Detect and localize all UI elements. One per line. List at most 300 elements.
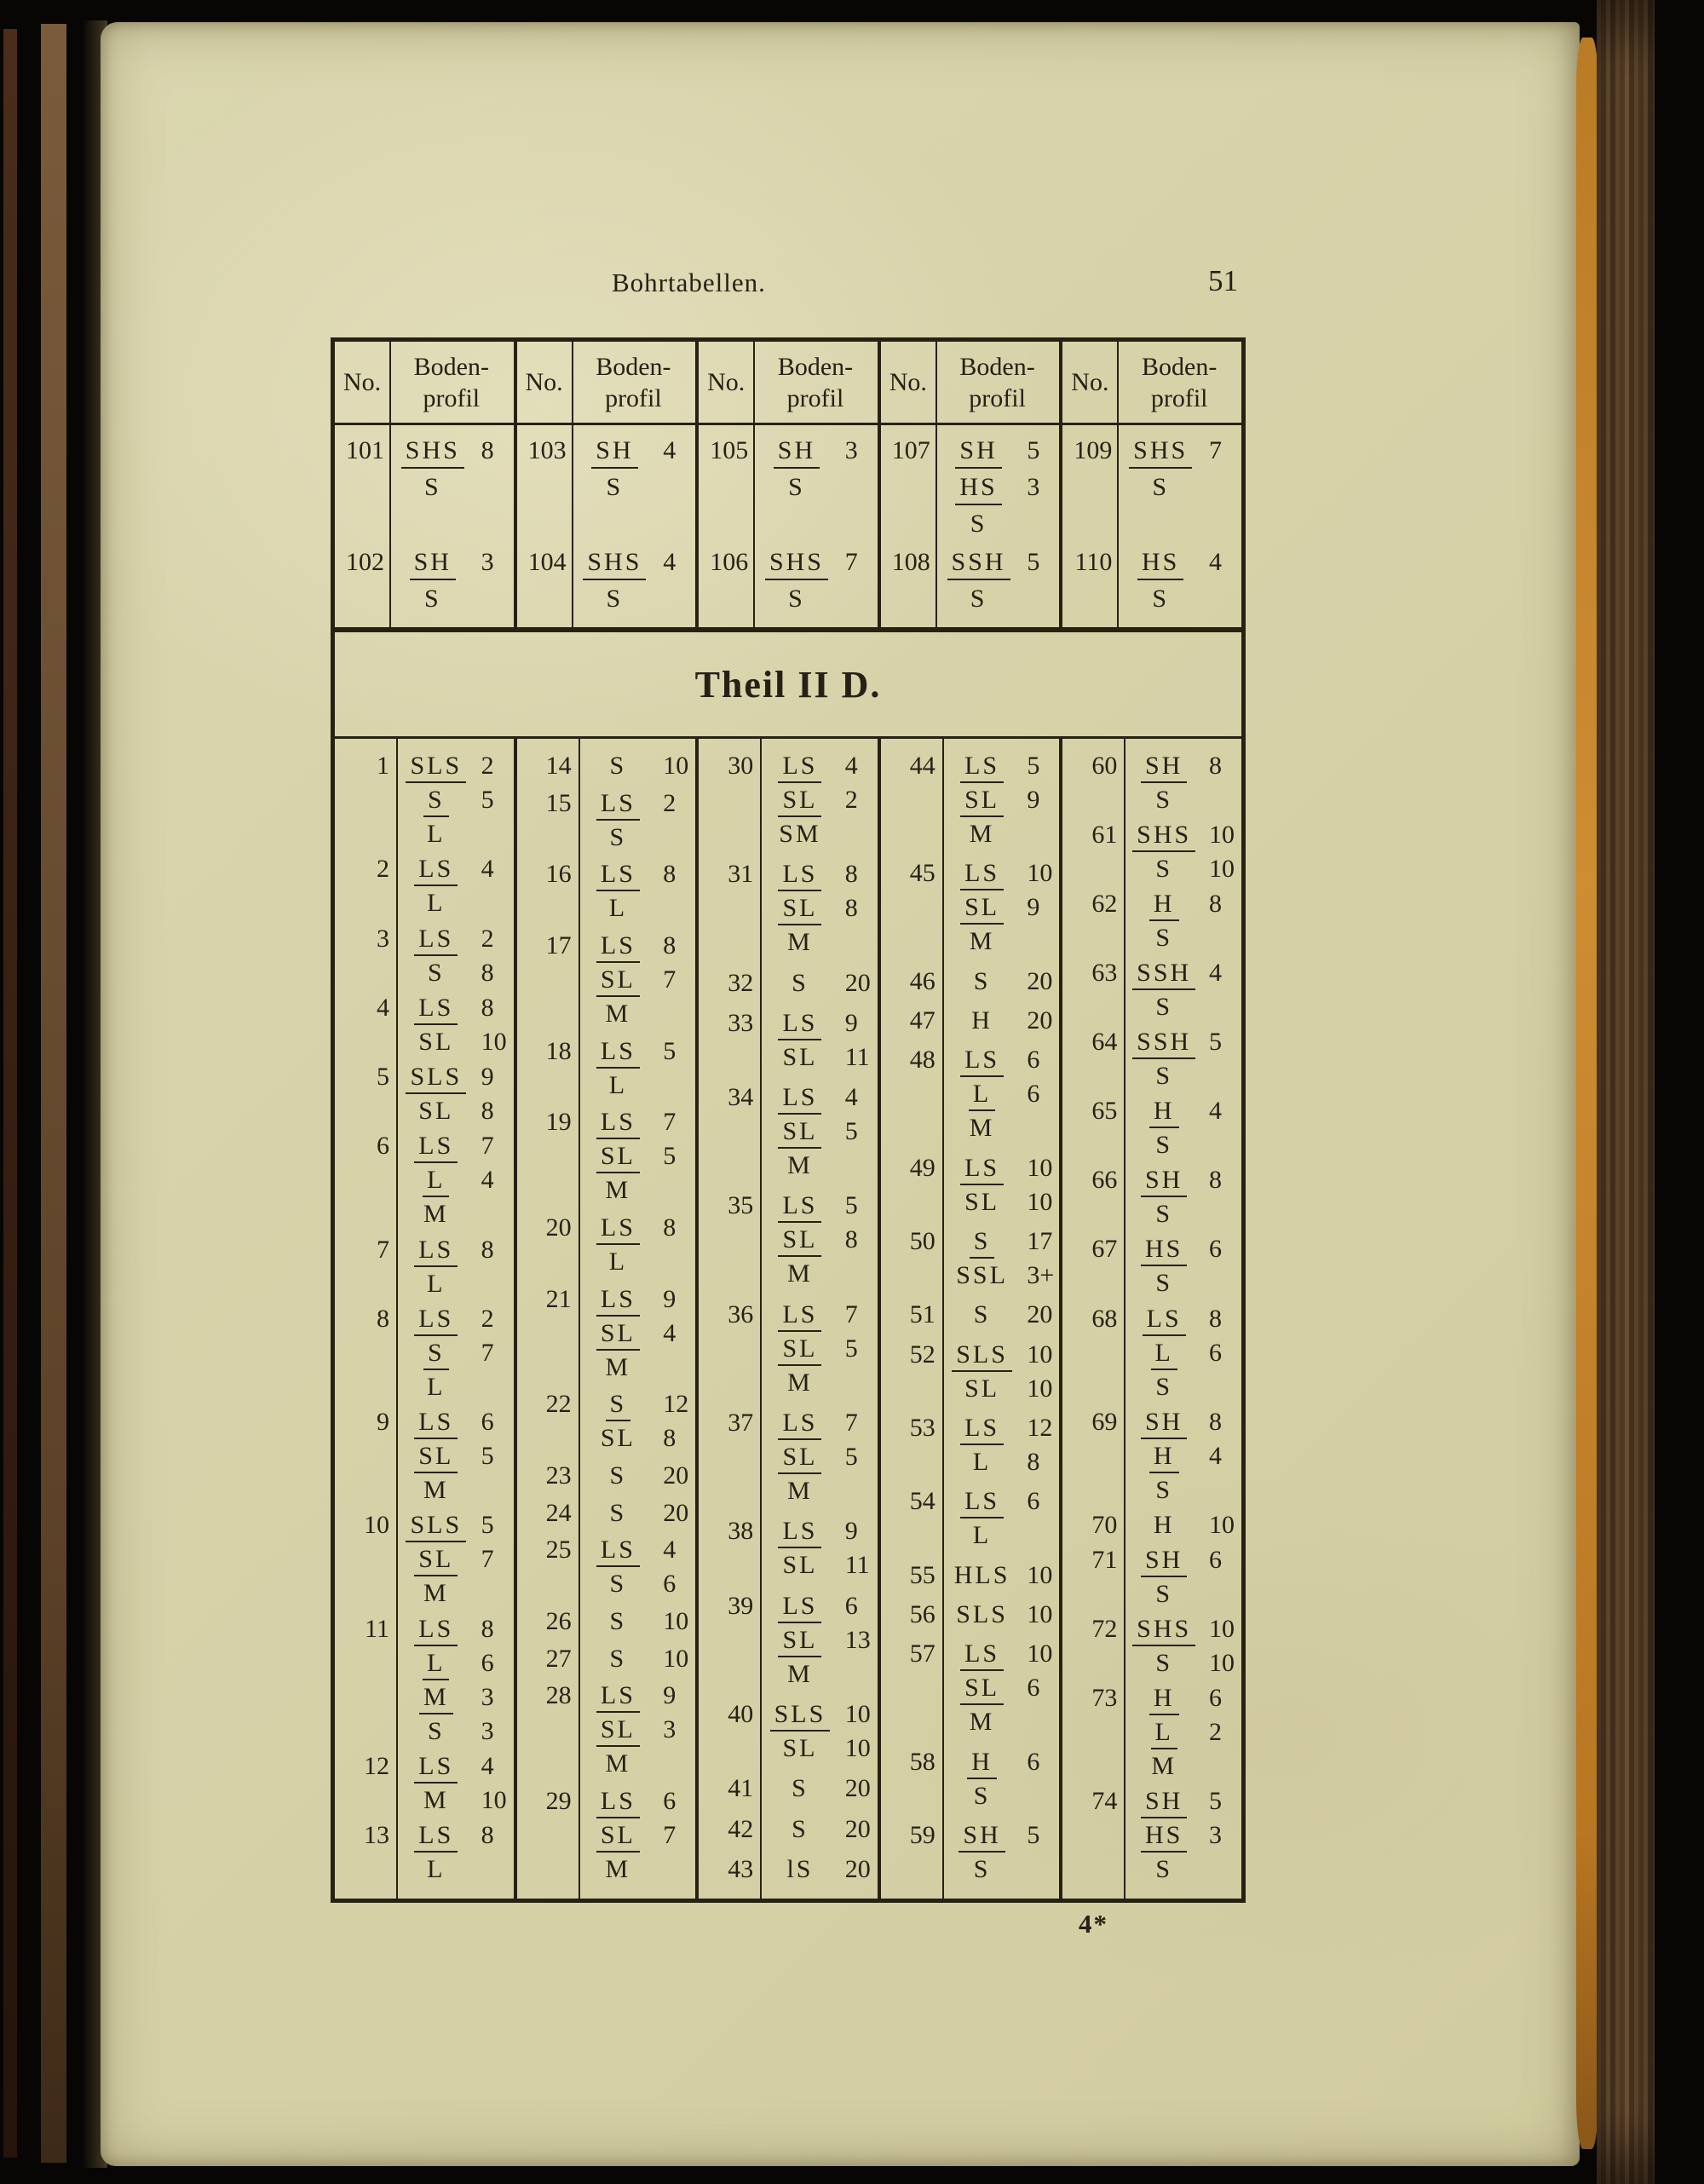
profile-layer: LS [778,857,821,891]
soil-profile-fraction [942,965,1060,999]
profile-layer: L [608,894,628,923]
soil-profile-fraction [760,857,878,959]
profile-layer: LS [414,1749,458,1784]
profile-depth [476,1267,481,1301]
column-pair-body [699,425,881,627]
no-profile-divider [572,342,573,423]
soil-profile-fraction [579,749,696,783]
profile-depth: 10 [1027,1153,1053,1182]
table-entry [881,1225,1060,1293]
profile-layer: M [787,928,813,957]
profile-layer: LS [414,1818,458,1853]
profile-depth: 8 [663,1213,676,1242]
soil-profile-fraction [572,432,696,505]
profile-layer: L [608,1070,628,1099]
profile-layer: S [792,1774,809,1803]
entry-number: 8 [377,1304,389,1333]
section-heading-band [335,632,1241,739]
table-entry [335,1818,514,1887]
entry-number: 24 [545,1498,572,1527]
profile-layer: LS [778,1514,821,1548]
column-pair-header [1062,342,1241,423]
profile-layer: LS [778,1298,821,1332]
entry-number: 17 [545,931,572,959]
entry-number: 44 [909,752,935,780]
table-entry [517,1282,696,1385]
profile-depth [1204,990,1209,1024]
table-entry [335,432,514,505]
table-entry [335,1233,514,1301]
profile-depth: 4 [1208,1097,1222,1126]
profile-depth [1204,1197,1209,1231]
profile-depth [1204,580,1209,617]
profile-layer: LS [778,1189,821,1223]
table-entry [335,749,514,851]
soil-profile-fraction [579,1282,696,1385]
profile-depth [476,1370,481,1404]
profile-depth: 3 [1208,1820,1222,1849]
profile-depth: 10 [1027,1599,1053,1628]
profile-depth: 5 [1208,1028,1222,1057]
table-entry [1062,1784,1241,1887]
profile-layer: L [427,889,446,918]
profile-layer: M [605,1176,631,1205]
profile-depth: 10 [481,1027,507,1056]
table-entry [335,1405,514,1507]
profile-layer: SL [414,1439,458,1473]
entry-number: 20 [545,1213,572,1242]
profile-layer: LS [1143,1302,1186,1336]
entry-number: 49 [909,1153,935,1182]
profile-layer: SHS [401,432,464,469]
profile-depth [840,1149,845,1183]
soil-profile-fraction [935,432,1060,542]
soil-profile-fraction [579,1105,696,1207]
table-entry [881,432,1060,542]
profile-layer: S [1155,1579,1173,1608]
table-entry [335,991,514,1059]
no-profile-divider [579,739,580,1899]
entry-number: 62 [1091,890,1118,919]
profile-layer: S [1155,1648,1173,1677]
soil-profile-fraction [389,544,514,617]
table-entry [881,1559,1060,1593]
soil-profile-fraction [396,1749,514,1818]
entry-number: 26 [545,1606,572,1635]
profile-depth [476,1197,481,1231]
profile-depth [1204,1370,1209,1404]
column-group [881,739,1063,1899]
profile-layer: L [423,1163,449,1197]
profile-layer: L [427,1855,446,1883]
profile-layer: SSL [956,1260,1008,1289]
profile-depth: 4 [1208,1441,1222,1470]
soil-profile-fraction [396,1508,514,1611]
soil-profile-fraction [760,1697,878,1766]
profile-layer: S [1155,1269,1173,1298]
table-entry [699,1006,878,1075]
profile-layer: SLS [770,1697,831,1732]
profile-depth: 7 [844,1409,858,1438]
profile-layer: M [787,1259,813,1288]
table-entry [1062,432,1241,505]
profile-depth: 20 [844,1854,871,1883]
soil-profile-fraction [760,1189,878,1291]
profile-depth: 6 [1027,1747,1040,1776]
profile-layer: M [423,1579,449,1608]
profile-layer: SL [778,1332,821,1366]
profile-depth: 17 [1027,1226,1053,1255]
table-entry [517,1211,696,1279]
profile-depth: 8 [663,860,676,889]
profile-layer: S [609,822,627,851]
profile-depth [840,469,845,505]
profile-depth [840,817,845,851]
profile-layer: LS [960,1484,1004,1518]
profile-layer: SH [410,544,456,580]
soil-profile-fraction [396,1302,514,1404]
table-entry [1062,1543,1241,1611]
entry-number: 53 [909,1413,935,1442]
profile-layer: M [419,1680,453,1714]
profile-depth: 4 [481,1166,494,1195]
profile-column-header [753,342,878,423]
profile-layer: M [969,1708,995,1737]
entry-number: 50 [909,1226,935,1255]
profile-layer: H [1149,1094,1179,1128]
profile-header-line: profil [969,383,1026,412]
soil-profile-fraction [1124,1405,1241,1507]
profile-depth [1022,1779,1027,1813]
profile-layer: SL [418,1027,454,1056]
table-entry [881,1818,1060,1887]
profile-header-line: Boden- [596,352,671,381]
profile-depth [1022,1853,1027,1887]
profile-layer: HS [1141,1818,1187,1853]
profile-depth: 8 [844,860,858,889]
profile-layer: M [605,1352,631,1381]
profile-depth: 6 [663,1786,676,1815]
profile-layer: S [1155,786,1173,814]
entry-number: 28 [545,1681,572,1710]
profile-depth: 8 [844,1225,858,1254]
profile-layer: L [1151,1715,1177,1749]
profile-depth [658,469,663,505]
profile-layer: LS [414,1129,458,1163]
entry-number: 2 [377,855,389,884]
soil-profile-fraction [579,1679,696,1781]
no-profile-divider [572,425,573,627]
entry-number: 54 [909,1487,935,1516]
profile-depth: 7 [1208,436,1222,464]
profile-layer: S [427,958,445,987]
column-pair-header [699,342,881,423]
profile-depth [658,997,663,1031]
profile-layer: M [1151,1751,1177,1780]
entry-number: 27 [545,1644,572,1673]
no-profile-divider [1117,342,1119,423]
table-entry [881,1043,1060,1145]
profile-depth [658,1747,663,1781]
no-profile-divider [1124,739,1125,1899]
profile-layer: SL [964,1187,1000,1216]
profile-depth: 9 [481,1063,494,1091]
table-entry [517,432,696,505]
profile-depth [840,1366,845,1400]
profile-depth: 5 [844,1191,858,1220]
soil-profile-fraction [760,1812,878,1847]
table-entry [699,1080,878,1183]
no-column-header: No. [525,367,563,396]
profile-depth: 20 [1027,1300,1053,1329]
profile-depth: 8 [481,1614,494,1643]
entry-number: 41 [728,1774,754,1803]
profile-layer: LS [596,1105,640,1139]
profile-depth [658,821,663,855]
table-entry [1062,1508,1241,1542]
profile-layer: SL [596,1139,640,1173]
profile-layer: SSH [1132,1025,1195,1059]
profile-layer: SLS [952,1338,1012,1372]
profile-layer: SSH [1132,956,1195,990]
profile-depth: 10 [844,1699,871,1728]
profile-layer: S [973,966,991,995]
profile-layer: M [787,1368,813,1397]
table-entry [699,432,878,505]
soil-profile-fraction [396,922,514,990]
entry-number: 56 [909,1599,935,1628]
profile-depth: 5 [481,1511,494,1540]
profile-layer: SSH [947,544,1010,580]
profile-depth: 6 [481,1408,494,1436]
profile-depth [1204,1266,1209,1300]
profile-depth: 7 [481,1338,494,1367]
profile-header-line: Boden- [777,352,854,381]
profile-depth: 10 [663,1644,689,1673]
soil-profile-fraction [942,1298,1060,1332]
profile-depth: 10 [1208,1648,1235,1677]
profile-layer: HS [955,469,1001,505]
profile-depth: 6 [1208,1338,1222,1367]
profile-layer: SL [960,890,1004,925]
table-entry [881,1411,1060,1479]
profile-depth [1204,1853,1209,1887]
table-entry [881,1484,1060,1553]
entry-number: 106 [710,548,749,576]
no-profile-divider [935,425,937,627]
entry-number: 57 [909,1639,935,1668]
profile-depth: 10 [663,1606,689,1635]
entry-number: 34 [728,1083,754,1112]
table-entry [517,1387,696,1455]
entry-number: 51 [909,1300,935,1329]
profile-layer: SL [960,783,1004,817]
profile-layer: SL [782,1042,818,1071]
table-entry [699,1589,878,1691]
profile-depth [1204,921,1209,955]
profile-layer: LS [414,1405,458,1439]
table-entry [699,1853,878,1887]
profile-layer: SL [418,1097,454,1125]
column-pair-header [517,342,699,423]
soil-profile-fraction [1124,1232,1241,1300]
profile-layer: SL [596,1818,640,1853]
profile-layer: S [609,1461,627,1490]
table-entry [881,1298,1060,1332]
profile-layer: S [609,1644,627,1673]
entry-number: 29 [545,1786,572,1815]
entry-number: 45 [909,859,935,888]
entry-number: 110 [1074,548,1113,576]
profile-depth: 5 [844,1334,858,1363]
profile-depth: 7 [844,1299,858,1328]
soil-profile-fraction [579,1533,696,1601]
table-entry [517,857,696,925]
profile-layer: S [609,1498,627,1527]
entry-number: 42 [728,1814,754,1843]
column-group [1062,739,1241,1899]
table-entry [1062,1681,1241,1784]
no-column-header: No. [1071,367,1109,396]
profile-layer: S [973,1854,991,1883]
soil-profile-fraction [579,1211,696,1279]
entry-number: 104 [527,548,567,576]
soil-profile-fraction [396,1405,514,1507]
profile-layer: SL [414,1542,458,1576]
entry-number: 23 [545,1461,572,1490]
profile-layer: S [606,473,624,501]
profile-layer: L [427,1269,446,1298]
profile-column-header [572,342,696,423]
table-entry [1062,956,1241,1024]
soil-profile-fraction [579,1387,696,1455]
table-entry [335,1060,514,1128]
profile-depth [658,1351,663,1385]
soil-profile-fraction [942,1338,1060,1406]
profile-layer: HS [1141,1232,1187,1266]
profile-depth: 8 [481,1235,494,1264]
profile-layer: H [1149,1681,1179,1715]
soil-profile-fraction [942,1151,1060,1219]
profile-layer: L [427,1372,446,1401]
profile-depth: 12 [663,1390,689,1419]
profile-depth [1022,1705,1027,1739]
table-entry [881,1637,1060,1739]
profile-depth: 4 [844,752,858,780]
profile-depth: 6 [844,1591,858,1620]
profile-layer: M [423,1476,449,1504]
soil-profile-fraction [1124,956,1241,1024]
profile-layer: M [969,927,995,956]
table-entry [517,1605,696,1639]
profile-depth [658,1245,663,1279]
top-table-header-row [335,342,1241,425]
profile-depth: 6 [1027,1674,1040,1703]
profile-depth: 3 [481,1682,494,1711]
profile-depth: 4 [663,1536,676,1565]
profile-layer: S [792,968,809,997]
profile-layer: LS [414,991,458,1025]
entry-number: 9 [377,1408,389,1436]
entry-number: 36 [728,1299,754,1328]
profile-depth: 12 [1027,1413,1053,1442]
profile-layer: SL [778,891,821,925]
profile-layer: L [969,1077,995,1111]
profile-layer: M [787,1151,813,1180]
profile-layer: LS [960,1151,1004,1185]
profile-depth: 5 [1027,548,1040,576]
entry-number: 74 [1091,1786,1118,1815]
profile-depth [1022,505,1027,542]
no-profile-divider [760,739,762,1899]
profile-depth: 5 [1027,752,1040,780]
soil-profile-fraction [579,1605,696,1639]
profile-depth: 10 [1208,821,1235,850]
table-entry [335,1302,514,1404]
profile-depth [476,580,481,617]
profile-layer: S [973,1781,991,1810]
entry-number: 25 [545,1536,572,1565]
page-number: 51 [1208,264,1238,297]
profile-depth: 7 [844,548,858,576]
profile-depth: 3+ [1027,1260,1055,1289]
profile-layer: LS [960,1043,1004,1077]
profile-layer: M [969,1114,995,1143]
table-entry [1062,1405,1241,1507]
profile-depth [1204,1473,1209,1507]
soil-profile-fraction [942,749,1060,851]
profile-depth: 11 [844,1042,870,1071]
profile-depth: 5 [481,1442,494,1470]
column-group [699,739,881,1899]
table-entry [699,1189,878,1291]
profile-layer: M [605,999,631,1028]
soil-profile-fraction [396,852,514,920]
soil-profile-fraction [942,1818,1060,1887]
profile-layer: SH [955,432,1001,469]
profile-layer: LS [596,1034,640,1069]
profile-depth: 6 [1208,1545,1222,1574]
profile-depth: 5 [844,1117,858,1146]
entry-number: 4 [377,993,389,1022]
profile-depth: 9 [1027,786,1040,814]
profile-depth: 3 [481,548,494,576]
column-group [517,739,699,1899]
profile-layer: M [605,1749,631,1778]
running-head: Bohrtabellen. [612,268,766,297]
table-entry [699,1812,878,1847]
profile-layer: S [1155,924,1173,953]
left-book-edge-strip [3,29,17,2158]
profile-layer: SHS [583,544,646,580]
profile-depth [840,580,845,617]
profile-depth [658,1173,663,1207]
table-entry [1062,1232,1241,1300]
entry-number: 33 [728,1008,754,1037]
entry-number: 68 [1091,1304,1118,1333]
column-pair-body [1062,425,1241,627]
profile-depth: 20 [844,968,871,997]
profile-layer: L [427,820,446,848]
table-entry [517,929,696,1031]
soil-profile-fraction [753,432,878,505]
profile-layer: SLS [406,1508,466,1542]
profile-depth: 5 [1208,1786,1222,1815]
profile-layer: S [1155,1475,1173,1504]
soil-profile-fraction [1124,1612,1241,1680]
profile-depth: 3 [481,1716,494,1745]
profile-layer: S [1152,473,1170,501]
